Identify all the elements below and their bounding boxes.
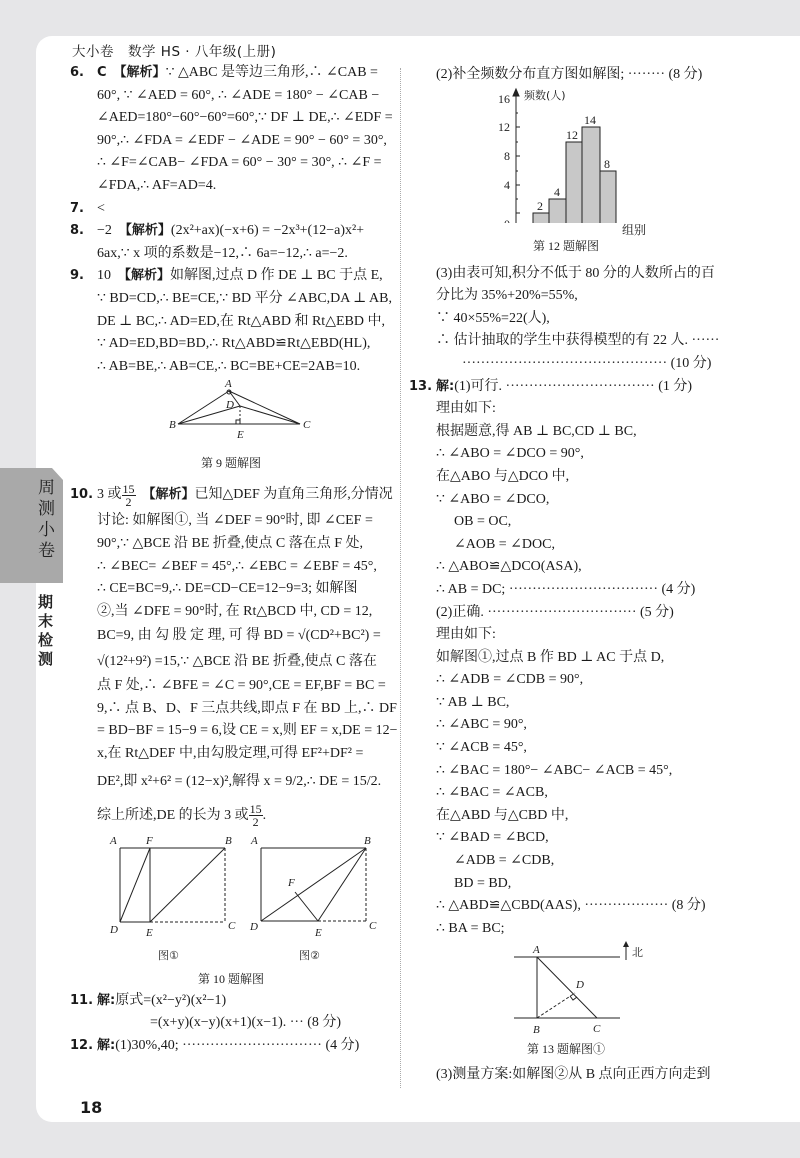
text-line: ∴ ∠ADB = ∠CDB = 90°, [436, 672, 584, 688]
svg-text:E: E [146, 926, 153, 939]
text-line: (3)测量方案:如解图②从 B 点向正西方向走到 [436, 1067, 711, 1083]
figure-q9 [70, 378, 392, 454]
x-axis-label: 组别 [622, 222, 647, 237]
side-tab-weekly-label: 周测小卷 [38, 478, 55, 561]
svg-text:B: B [169, 419, 176, 432]
text-line: ∠AOB = ∠DOC, [454, 536, 555, 552]
text-line: ∴ ∠BEC= ∠BEF = 45°,∴ ∠EBC = ∠EBF = 45°, [97, 558, 377, 574]
question-number: 7. [70, 200, 84, 216]
answer: C [97, 65, 107, 80]
answer: −2 [97, 223, 112, 239]
text-line: ············································ (10 分) [462, 355, 712, 371]
svg-text:4: 4 [504, 177, 510, 192]
svg-text:D: D [576, 979, 584, 992]
svg-text:图②: 图② [299, 948, 320, 962]
text-line: ∴ AB=BE,∴ AB=CE,∴ BC=BE+CE=2AB=10. [97, 358, 361, 374]
question-6 [70, 62, 392, 198]
text-line: 在△ABO 与△DCO 中, [436, 468, 570, 484]
svg-text:12: 12 [498, 119, 510, 134]
answer: < [97, 200, 105, 216]
question-8 [70, 220, 392, 265]
text-line: ∴ CE=BC=9,∴ DE=CD−CE=12−9=3; 如解图 [97, 581, 358, 597]
text-line: ∵ BD=CD,∴ BE=CE,∵ BD 平分 ∠ABC,DA ⊥ AB, [97, 290, 392, 306]
text-line: √(12²+9²) =15,∵ △BCE 沿 BE 折叠,使点 C 落在 [97, 654, 377, 670]
svg-text:北: 北 [632, 946, 643, 960]
text-line: ∴ ∠ABC = 90°, [436, 717, 527, 733]
text-line: 60°, ∵ ∠AED = 60°, ∴ ∠ADE = 180° − ∠CAB − [97, 87, 380, 103]
svg-text:8: 8 [604, 156, 610, 171]
text-line: ∠ADB = ∠CDB, [454, 853, 555, 869]
page-number: 18 [80, 1098, 103, 1117]
question-number: 12. [70, 1037, 94, 1053]
svg-text:A: A [225, 378, 232, 391]
question-number: 8. [70, 223, 84, 239]
svg-text:B: B [533, 1024, 540, 1037]
text-line: ∠AED=180°−60°−60°=60°,∵ DF ⊥ DE,∴ ∠EDF = [97, 110, 393, 126]
answer: 3 或 [97, 487, 122, 503]
svg-text:D: D [110, 923, 118, 936]
text-line: ∴ ∠BAC = ∠ACB, [436, 785, 548, 801]
text-line: BD = BD, [454, 875, 512, 891]
question-number: 11. [70, 992, 94, 1008]
rectangle-fold-diagrams [70, 834, 392, 968]
svg-text:D: D [250, 920, 258, 933]
text-line: ∠FDA,∴ AF=AD=4. [97, 177, 217, 193]
svg-text:E: E [315, 926, 322, 939]
text-line: ∴ ∠BAC = 180°− ∠ABC− ∠ACB = 45°, [436, 762, 673, 778]
side-tab-final-label[interactable]: 期末检测 [38, 593, 54, 668]
text-line: 6ax,∵ x 项的系数是−12,∴ 6a=−12,∴ a=−2. [97, 245, 348, 261]
svg-text:14: 14 [584, 112, 596, 127]
text-line: 分比为 35%+20%=55%, [436, 288, 578, 304]
right-column [409, 64, 748, 1087]
text-line: ∵ △ABC 是等边三角形,∴ ∠CAB = [165, 65, 378, 80]
denominator: 2 [125, 494, 132, 509]
solution-label: 解: [97, 1037, 116, 1053]
figure-caption: 第 10 题解图 [197, 971, 264, 986]
text-line: ∴ ∠F=∠CAB− ∠FDA = 60° − 30° = 30°, ∴ ∠F = [97, 155, 382, 171]
triangle-diagram [70, 378, 392, 454]
text-line: (1)30%,40; ······························ (4 分) [115, 1037, 360, 1053]
text-line: ②,当 ∠DFE = 90°时, 在 Rt△BCD 中, CD = 12, [97, 603, 373, 619]
analysis-tag: 【解析】 [142, 487, 195, 503]
text-line: OB = OC, [454, 514, 512, 530]
text-line: 如解图,过点 D 作 DE ⊥ BC 于点 E, [170, 268, 383, 284]
svg-text:C: C [228, 919, 236, 932]
text-line: (2)补全频数分布直方图如解图; ········ (8 分) [436, 67, 703, 82]
chart-footer [436, 223, 748, 263]
text-line: DE ⊥ BC,∴ AD=ED,在 Rt△ABD 和 Rt△EBD 中, [97, 313, 385, 329]
svg-text:8: 8 [504, 148, 510, 163]
page-header: 大小卷 数学 HS · 八年级(上册) [72, 44, 277, 60]
question-13 [409, 376, 748, 1087]
svg-text:E: E [237, 429, 244, 442]
text-line: 90°,∴ ∠FDA = ∠EDF − ∠ADE = 90° − 60° = 30°, [97, 132, 387, 148]
question-10: 10. 3 或 $\frac{15}{2}$ 【解析】已知△DEF 为直角三角形,分情况 讨论: 如解图①, 当 ∠DEF = 90°时, 即 ∠CEF = 90°,∵ △BCE 沿 BE 折叠,使点 C 落在点 F 处, ∴ ∠BEC= ∠BEF = 45°,∴ ∠EBC = ∠EBF = 45°, ∴ CE=BC=9,∴ DE=CD−CE=12−9=3; 如解图 ②,当 ∠DFE = 90°时, 在 Rt△BCD 中, CD = 12, BC=9, 由 勾 股 定 理, 可 得 BD = √(CD²+BC²) = √(12²+9²) =15,∵ △BCE 沿 BE 折叠,使点 C 落在 点 F 处,∴ ∠BFE = ∠C = 90°,CE = EF,BF = BC = 9,∴ 点 B、D、F 三点共线,即点 F 在 BD 上,∴ DF = BD−BF = 15−9 = 6,设 CE = x,则 EF = x,DE = 12− x,在 Rt△DEF 中,由勾股定理,可得 EF²+DF² = DE²,即 x²+6² = (12−x)²,解得 x = 9/2,∴ DE = 15/2. 综上所述,DE 的长为 3 或 $\frac{15}{2}$ . A F B D E C A B F D E C 图① 图② 第 10 题解图 [70, 480, 392, 989]
svg-text:频数(人): 频数(人) [524, 88, 566, 102]
svg-text:2: 2 [537, 198, 543, 213]
solution-label: 解: [436, 378, 455, 394]
svg-text:4: 4 [554, 184, 560, 199]
river-crossing-diagram [436, 940, 748, 1038]
text-line: 90°,∵ △BCE 沿 BE 折叠,使点 C 落在点 F 处, [97, 535, 364, 551]
svg-text:A: A [110, 834, 117, 847]
text-line: ∴ AB = DC; ································ (4 分) [436, 581, 696, 597]
text-line: ∵ ∠ABO = ∠DCO, [436, 491, 550, 507]
svg-text:D: D [226, 399, 234, 412]
question-number: 6. [70, 65, 84, 80]
text-line: (1)可行. ································ (1 分) [454, 378, 693, 394]
analysis-tag: 【解析】 [113, 65, 166, 80]
text-line: 理由如下: [436, 401, 496, 417]
text-line: BC=9, 由 勾 股 定 理, 可 得 BD = √(CD²+BC²) = [97, 628, 381, 644]
analysis-tag: 【解析】 [118, 223, 171, 239]
text-line: ∵ AB ⊥ BC, [436, 694, 510, 710]
question-11 [70, 990, 392, 1035]
question-9 [70, 265, 392, 476]
text-line: ∴ 估计抽取的学生中获得模型的有 22 人. ······ [436, 333, 720, 349]
svg-text:B: B [225, 834, 232, 847]
text-line: 综上所述,DE 的长为 3 或 [97, 807, 249, 823]
text-line: ∴ BA = BC; [436, 920, 505, 936]
svg-text:12: 12 [566, 127, 578, 142]
svg-text:F: F [288, 876, 295, 889]
text-line: ∴ ∠ABO = ∠DCO = 90°, [436, 446, 584, 462]
text-line: 9,∴ 点 B、D、F 三点共线,即点 F 在 BD 上,∴ DF [97, 700, 397, 716]
figure-caption: 第 12 题解图 [532, 238, 599, 253]
text-line: 如解图①,过点 B 作 BD ⊥ AC 于点 D, [436, 649, 665, 665]
denominator: 2 [252, 814, 259, 829]
north-arrow-icon [623, 941, 629, 947]
figure-q10 [70, 834, 392, 968]
text-line: ∴ △ABO≌△DCO(ASA), [436, 559, 582, 575]
svg-text:C: C [369, 919, 377, 932]
figure-caption: 第 13 题解图① [526, 1042, 605, 1057]
text-line: ∵ ∠ACB = 45°, [436, 740, 527, 756]
question-number: 10. [70, 487, 94, 503]
figure-q13 [436, 940, 748, 1038]
text-line: (2x²+ax)(−x+6) = −2x³+(12−a)x²+ [170, 223, 365, 239]
text-line: ∵ AD=ED,BD=BD,∴ Rt△ABD≌Rt△EBD(HL), [97, 336, 371, 352]
text-line: 原式=(x²−y²)(x²−1) [115, 992, 227, 1008]
analysis-tag: 【解析】 [118, 268, 171, 284]
svg-text:B: B [364, 834, 371, 847]
numerator: 15 [122, 481, 135, 496]
text-line: DE²,即 x²+6² = (12−x)²,解得 x = 9/2,∴ DE = 15/2. [97, 773, 382, 789]
question-number: 13. [409, 378, 433, 394]
numerator: 15 [249, 801, 262, 816]
text-line: (2)正确. ································ (5 分) [436, 604, 674, 620]
question-7 [70, 198, 392, 221]
text-line: x,在 Rt△DEF 中,由勾股定理,可得 EF²+DF² = [97, 746, 364, 762]
text-line: = BD−BF = 15−9 = 6,设 CE = x,则 EF = x,DE = 12− [97, 723, 398, 739]
text-line: ∵ ∠BAD = ∠BCD, [436, 830, 549, 846]
text-line: 已知△DEF 为直角三角形,分情况 [194, 487, 393, 503]
svg-text:C: C [303, 419, 311, 432]
text-line: (3)由表可知,积分不低于 80 分的人数所占的百 [436, 265, 715, 281]
svg-text:16: 16 [498, 91, 510, 106]
left-column [70, 62, 398, 1057]
text-line: 理由如下: [436, 627, 496, 643]
answer: 10 [97, 268, 111, 284]
svg-text:F: F [146, 834, 153, 847]
question-12 [70, 1035, 392, 1058]
text-line: 点 F 处,∴ ∠BFE = ∠C = 90°,CE = EF,BF = BC = [97, 678, 386, 694]
histogram-chart [436, 87, 748, 223]
fraction [249, 803, 263, 828]
svg-text:图①: 图① [158, 948, 179, 962]
bar-chart [436, 87, 748, 223]
figure-caption: 第 9 题解图 [200, 456, 261, 471]
column-divider [400, 68, 401, 1088]
fraction [122, 483, 136, 508]
solution-label: 解: [97, 992, 116, 1008]
svg-text:A: A [533, 944, 540, 957]
text-line: =(x+y)(x−y)(x+1)(x−1). ··· (8 分) [150, 1015, 342, 1031]
svg-text:A: A [251, 834, 258, 847]
text-line: 在△ABD 与△CBD 中, [436, 807, 569, 823]
text-line: 根据题意,得 AB ⊥ BC,CD ⊥ BC, [436, 423, 637, 439]
question-number: 9. [70, 268, 84, 284]
text-line: 讨论: 如解图①, 当 ∠DEF = 90°时, 即 ∠CEF = [97, 513, 373, 529]
text-line: ∴ △ABD≌△CBD(AAS), ·················· (8 分) [436, 898, 706, 914]
svg-text:C: C [593, 1023, 601, 1036]
text-line: ∵ 40×55%=22(人), [436, 310, 550, 326]
